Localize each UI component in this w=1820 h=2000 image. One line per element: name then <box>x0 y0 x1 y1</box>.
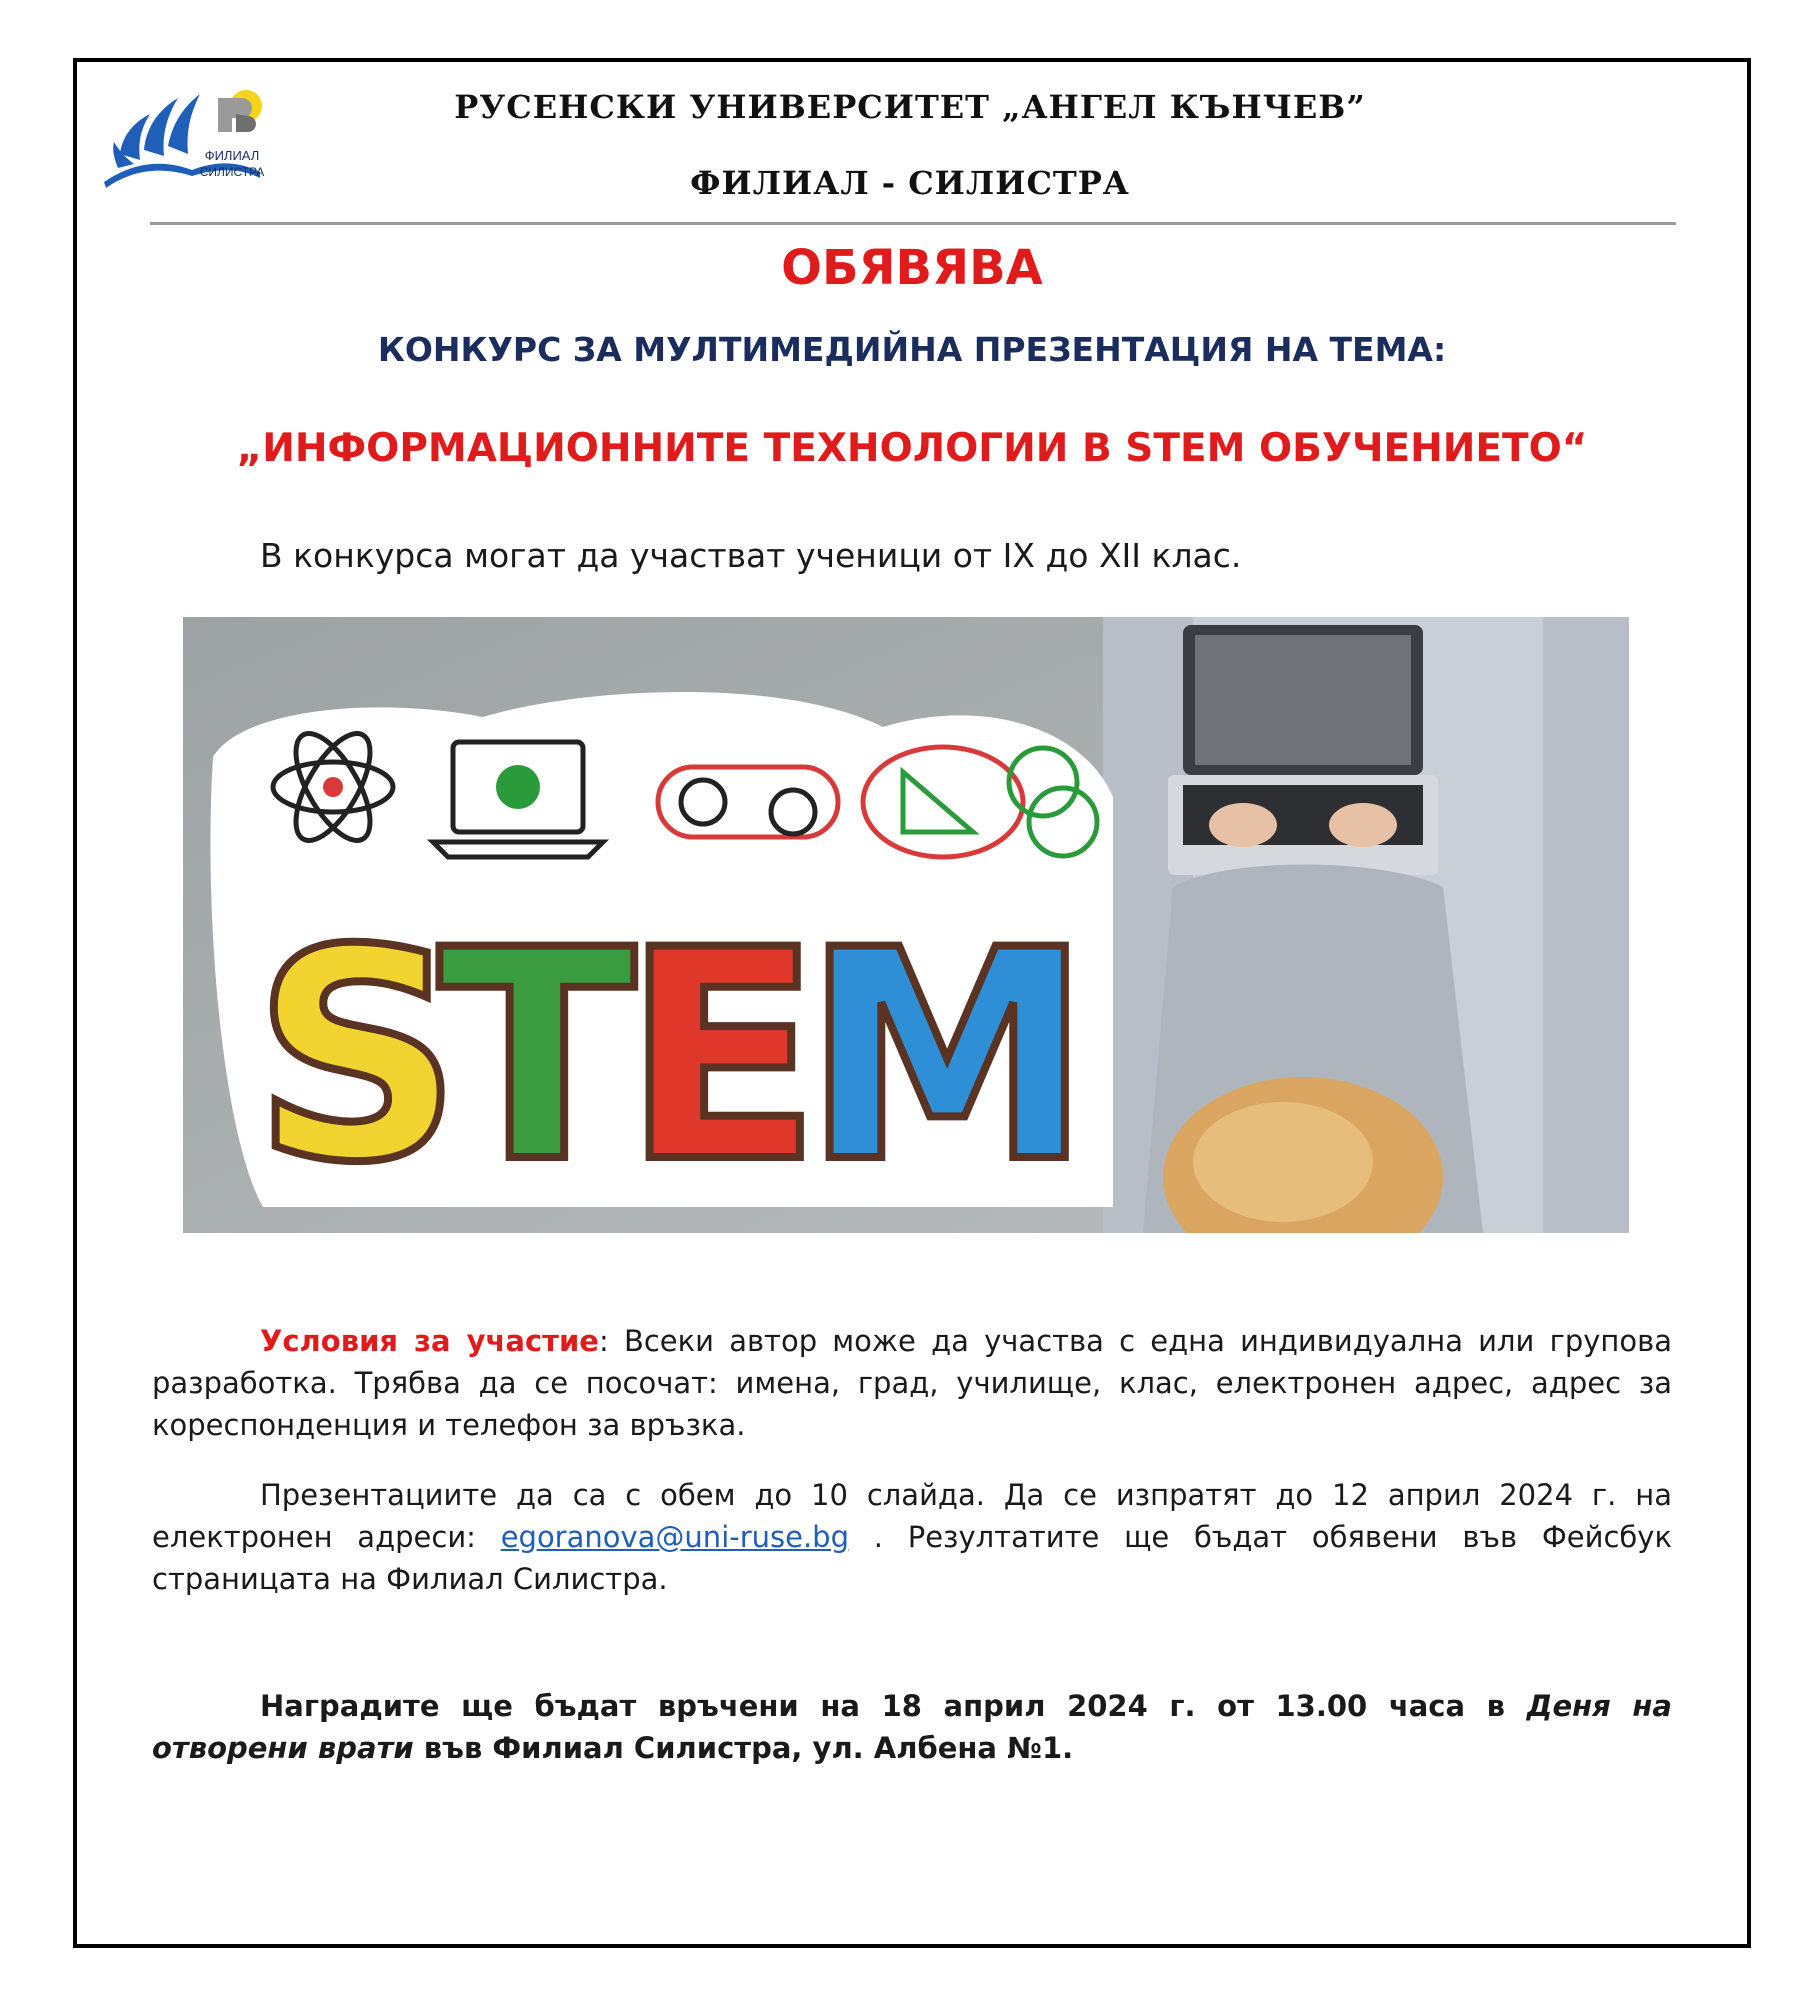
contest-title: КОНКУРС ЗА МУЛТИМЕДИЙНА ПРЕЗЕНТАЦИЯ НА ТЕМА: <box>377 330 1447 369</box>
submission-paragraph <box>152 1474 1672 1600</box>
conditions-paragraph <box>152 1320 1672 1446</box>
stem-banner-image <box>183 617 1629 1233</box>
conditions-label: Условия за участие <box>260 1324 599 1358</box>
branch-name: ФИЛИАЛ - СИЛИСТРА <box>690 164 1130 202</box>
awards-text-after: във Филиал Силистра, ул. Албена №1. <box>413 1731 1074 1765</box>
logo-text-line2: СИЛИСТРА <box>199 165 265 179</box>
awards-text-before: Наградите ще бъдат връчени на 18 април 2024 г. от 13.00 часа в <box>260 1689 1527 1723</box>
university-logo <box>100 84 280 194</box>
logo-text-line1: ФИЛИАЛ <box>204 148 260 163</box>
stem-letter-t: T <box>438 889 636 1226</box>
stem-letter-s: S <box>253 889 462 1226</box>
submission-text-after: . Резултатите ще бъдат обявени във Фейсбук страницата на Филиал Силистра. <box>152 1520 1672 1596</box>
awards-paragraph <box>152 1685 1672 1769</box>
stem-letter-e: E <box>623 889 822 1226</box>
eligibility-text: В конкурса могат да участват ученици от IX до XII клас. <box>260 536 1242 575</box>
awards-event: Деня на отворени врати <box>152 1689 1673 1765</box>
university-name: РУСЕНСКИ УНИВЕРСИТЕТ „АНГЕЛ КЪНЧЕВ” <box>454 88 1366 126</box>
stem-letter-m: M <box>803 889 1092 1226</box>
conditions-text: : Всеки автор може да участва с една индивидуална или групова разработка. Трябва да се посочат: имена, град, училище, клас, електронен адрес, адрес за кореспонденция и телефон за връзка. <box>152 1324 1672 1442</box>
contest-theme: „ИНФОРМАЦИОННИТЕ ТЕХНОЛОГИИ В STEM ОБУЧЕНИЕТО“ <box>236 426 1588 471</box>
announcement-heading: ОБЯВЯВА <box>781 240 1043 296</box>
submission-text-before: Презентациите да са с обем до 10 слайда. Да се изпратят до 12 април 2024 г. на електронен адреси: <box>152 1478 1672 1554</box>
email-link[interactable]: egoranova@uni-ruse.bg <box>500 1520 849 1554</box>
header-divider <box>150 222 1676 225</box>
